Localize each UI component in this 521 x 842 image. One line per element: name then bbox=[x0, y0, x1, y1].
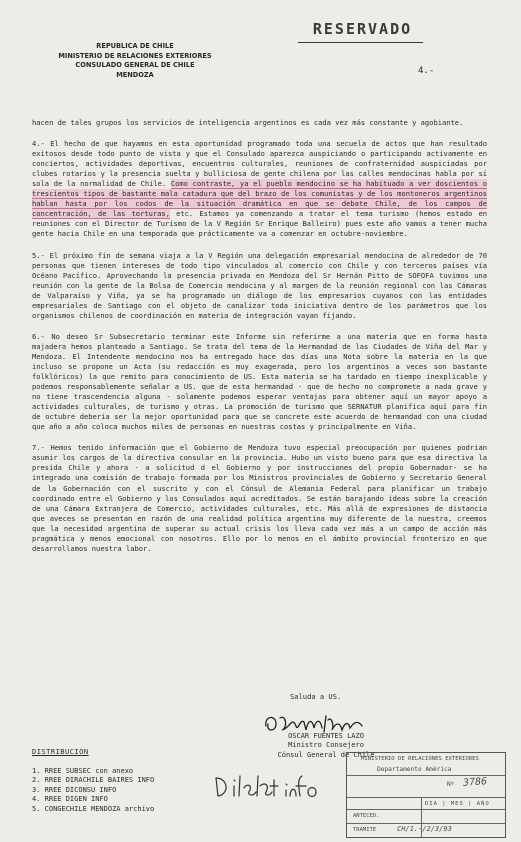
highlighted-passage: Como contraste, ya el pueblo mendocino se ha habituado a ver doscientos o trescientos tipos de bastante mala catadura que del brazo de los comunistas y de los montoneros argentinos hablan hasta por los codos de la situación dramática en que se debate Chile, de los campos de concentración, de las torturas, bbox=[32, 179, 487, 219]
salutation: Saluda a US. bbox=[290, 692, 342, 701]
distribution-item: 1. RREE SUBSEC con anexo bbox=[32, 766, 134, 775]
distribution-list bbox=[32, 748, 154, 814]
stamp-ministry: MINISTERIO DE RELACIONES EXTERIORES bbox=[361, 756, 479, 762]
stamp-divider bbox=[347, 823, 505, 824]
signer-title: Cónsul General de Chile bbox=[277, 750, 375, 759]
stamp-date-label: DIA | MES | AÑO bbox=[425, 801, 490, 807]
letterhead-line-1: REPUBLICA DE CHILE bbox=[96, 42, 174, 50]
stamp-transmit-label: TRAMITE bbox=[353, 827, 377, 833]
stamp-divider bbox=[347, 797, 505, 798]
distribution-title: DISTRIBUCION bbox=[32, 748, 89, 756]
letterhead-line-4: MENDOZA bbox=[116, 70, 154, 79]
letterhead-line-2: MINISTERIO DE RELACIONES EXTERIORES bbox=[58, 51, 212, 60]
page-number: 4.- bbox=[418, 66, 435, 76]
distribution-item: 5. CONGECHILE MENDOZA archivo bbox=[32, 804, 155, 813]
registry-stamp bbox=[346, 752, 506, 838]
paragraph-continuation: hacen de tales grupos los servicios de inteligencia argentinos es cada vez más constante y agobiante. bbox=[32, 118, 464, 127]
signer-name: OSCAR FUENTES LAZO bbox=[288, 732, 364, 740]
letterhead bbox=[50, 42, 220, 80]
paragraph-4 bbox=[32, 139, 487, 239]
stamp-department: Departamento América bbox=[377, 766, 452, 773]
distribution-item: 4. RREE DIGEN INFO bbox=[32, 795, 108, 803]
stamp-number-label: Nº bbox=[447, 781, 455, 788]
paragraph-6: 6.- No deseo Sr Subsecretario terminar este Informe sin referirme a una materia que en forma hasta majadera hemos planteado a Santiago. Se trata del tema de la Hermandad de las Ciudades de Viña del Mar y Mendoza. El Intendente mendocino nos ha entregado hace dos días una Nota sobre la materia en la que incluso se propone un Acta (su redacción es muy exagerada, pero los argentinos a veces son bastante folklóricos) la que remito para conocimiento de US. Esta materia se ha tardado en tiempo inexplicable y podemos responsablemente señalar a US. que de esta hermandad - que de hecho no compromete a nada grave y no tiene trascendencia alguna - solamente podemos esperar ventajas para obtener aquí un mayor apoyo a actividades culturales, de turismo y otras. La promoción de turismo que SERNATUR planifica aquí para fin de octubre debería ser la mejor oportunidad para que se concrete este acuerdo de hermandad con una ciudad que año a año coloca muchos miles de personas en nuestras costas y principalmente en Viña. bbox=[32, 331, 487, 432]
letterhead-line-3: CONSULADO GENERAL DE CHILE bbox=[75, 61, 195, 70]
signer-rank: Ministro Consejero bbox=[288, 741, 364, 750]
distribution-item: 3. RREE DICONSU INFO bbox=[32, 785, 117, 794]
letter-body bbox=[32, 118, 487, 565]
classification-underline bbox=[298, 42, 423, 43]
paragraph-4-text: 4.- El hecho de que hayamos en esta oportunidad programado toda una secuela de actos que han resultado exitosos desde todo punto de vista y que el Consulado aparezca auspiciando o participando activamente en conciertos, actividades deportivas, encuentros culturales, reuniones de confraternidad auspiciadas por clubes rotarios y la presencia suelta y bulliciosa de gente chilena por las calles mendocinas habla por sí sola de la normalidad de Chile. bbox=[32, 139, 487, 189]
paragraph-5: 5.- El próximo fin de semana viaja a la V Región una delegación empresarial mendocina de alrededor de 70 personas que tienen intereses de todo tipo vinculados al comercio con Chile y con terceros países vía Océano Pacífico. Aprovechando la presencia privada en Mendoza del Sr Hernán Pitto de SOFOFA tuvimos una reunión con la gente de la Bolsa de Comercio mendocina y al margen de la reunión regional con las Cámaras de Valparaíso y Viña, ya se ha programado un diálogo de los empresarios cuyanos con las entidades empresariales de Santiago con el objeto de canalizar toda iniciativa dentro de los parámetros que los organismos chilenos de coordinación en materia de integración vayan fijando. bbox=[32, 250, 487, 320]
stamp-transmit-date: CH/1.-/2/3/93 bbox=[397, 825, 452, 833]
paragraph-7: 7.- Hemos tenido información que el Gobierno de Mendoza tuvo especial preocupación por quienes podrían asumir los cargos de la directiva consular en la provincia. Hubo un visto bueno para que esa directiva la presida Chile y ahora - a solicitud d el Gobierno y por instrucciones del propio Gobernador- se ha integrado una comisión de trabajo formada por los Ministros provinciales de Gobierno y Secretario General de la Gobernación con el suscrito y con el Cónsul de Alemania Federal para planificar un trabajo coordinado entre el Gobierno y los Consulados aquí acreditados. Se están barajando ideas sobre la creación de una Cámara Extranjera de Comercio, actividades culturales, etc. Más allá de expresiones de distancia que aveces se presentan en razón de una realidad política argentina muy diferente de la nuestra, creemos que la necesidad argentina de superar su actual crisis los lleva cada vez más a un campo de acción más pragmática y menos emocional con nosotros. Ello por lo menos en el ámbito provincial fronterizo en que desarrollamos nuestra labor. bbox=[32, 443, 487, 553]
handwritten-annotation bbox=[212, 770, 332, 804]
paragraph-4-tail: etc. Estamos ya comenzando a tratar el tema turismo (hemos estado en reuniones con el Director de Turismo de la V Región Sr Enrique Balleiro) pues este año vamos a tener mucha gente hacia Chile en una temporada que prácticamente va a comenzar en octubre-noviembre. bbox=[32, 209, 487, 239]
classification-stamp: RESERVADO bbox=[312, 20, 413, 38]
stamp-divider bbox=[347, 809, 505, 810]
distribution-item: 2. RREE DIRACHILE BAIRES INFO bbox=[32, 776, 155, 784]
stamp-antecedent-label: ANTECED. bbox=[353, 813, 380, 819]
stamp-number: 3786 bbox=[462, 776, 488, 789]
